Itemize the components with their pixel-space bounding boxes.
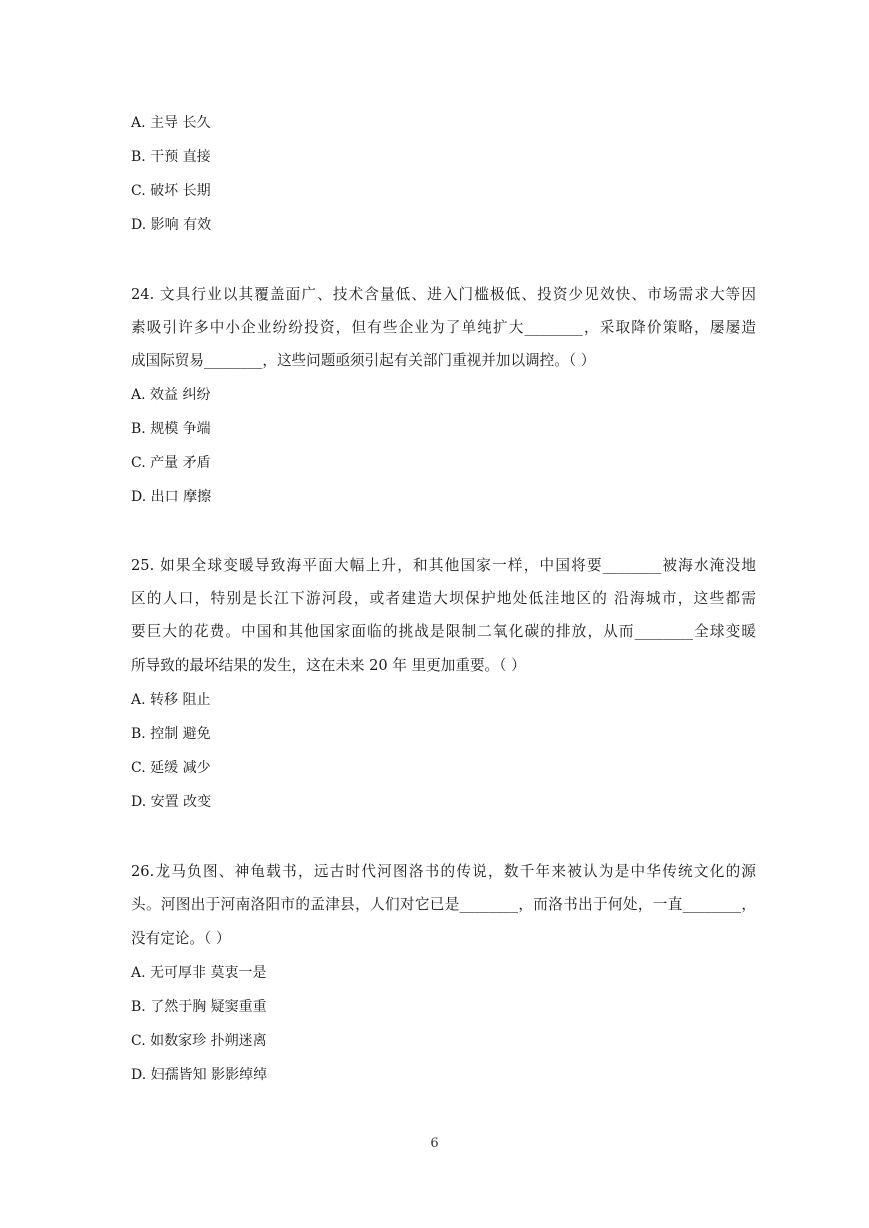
option-c: C. 产量 矛盾 <box>131 455 211 471</box>
option-a: A. 转移 阻止 <box>131 692 211 708</box>
option-a: A. 无可厚非 莫衷一是 <box>131 965 267 981</box>
question-text-line: 所导致的最坏结果的发生，这在未来 20 年 里更加重要。（ ） <box>131 657 526 674</box>
option-b: B. 规模 争端 <box>131 421 211 437</box>
question-text-line: 头。河图出于河南洛阳市的孟津县，人们对它已是________，而洛书出于何处，一直________， <box>131 896 756 913</box>
question-text-line: 25. 如果全球变暖导致海平面大幅上升，和其他国家一样，中国将要________被海水淹没地 <box>131 557 756 574</box>
option-d: D. 妇孺皆知 影影绰绰 <box>131 1067 268 1083</box>
question-text-line: 成国际贸易________，这些问题亟须引起有关部门重视并加以调控。（ ） <box>131 352 596 369</box>
option-b: B. 控制 避免 <box>131 726 211 742</box>
option-d: D. 影响 有效 <box>131 217 212 233</box>
question-text-line: 没有定论。（ ） <box>131 930 231 947</box>
option-b: B. 了然于胸 疑窦重重 <box>131 999 267 1015</box>
question-text-line: 区的人口，特别是长江下游河段，或者建造大坝保护地处低洼地区的 沿海城市，这些都需 <box>131 590 756 607</box>
question-text-line: 要巨大的花费。中国和其他国家面临的挑战是限制二氧化碳的排放，从而________全球变暖 <box>131 623 756 640</box>
option-c: C. 破坏 长期 <box>131 183 211 199</box>
option-a: A. 主导 长久 <box>131 115 211 131</box>
question-text-line: 素吸引许多中小企业纷纷投资，但有些企业为了单纯扩大________，采取降价策略，屡屡造 <box>131 319 756 336</box>
option-a: A. 效益 纠纷 <box>131 387 211 403</box>
option-c: C. 延缓 减少 <box>131 760 211 776</box>
question-text-line: 26.龙马负图、神龟载书，远古时代河图洛书的传说，数千年来被认为是中华传统文化的源 <box>131 863 756 880</box>
option-b: B. 干预 直接 <box>131 149 211 165</box>
option-c: C. 如数家珍 扑朔迷离 <box>131 1033 267 1049</box>
question-text-line: 24. 文具行业以其覆盖面广、技术含量低、进入门槛极低、投资少见效快、市场需求大等因 <box>131 286 756 303</box>
option-d: D. 出口 摩擦 <box>131 489 212 505</box>
page-number: 6 <box>430 1136 439 1151</box>
option-d: D. 安置 改变 <box>131 794 212 810</box>
